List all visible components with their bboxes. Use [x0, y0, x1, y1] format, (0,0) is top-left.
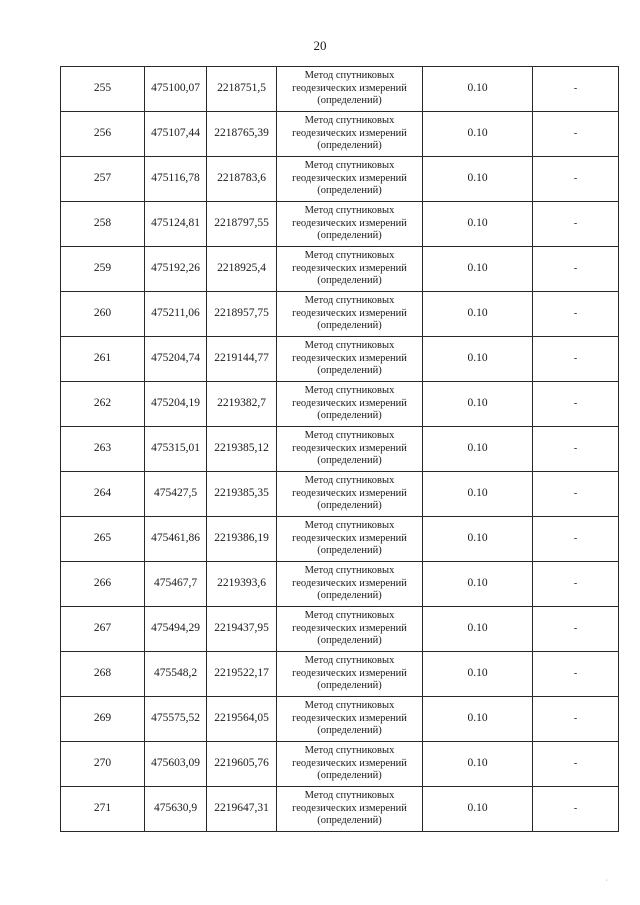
method-line: (определений) — [317, 770, 382, 782]
table-row — [61, 202, 619, 247]
y-coordinate-cell: 2218783,6 — [207, 157, 277, 202]
method-line: Метод спутниковых — [304, 475, 395, 487]
method-line: Метод спутниковых — [304, 790, 395, 802]
table-row — [61, 562, 619, 607]
method-line: (определений) — [317, 590, 382, 602]
x-coordinate-cell: 475603,09 — [145, 742, 207, 787]
point-number-cell: 263 — [61, 427, 145, 472]
point-number-cell: 259 — [61, 247, 145, 292]
method-line: Метод спутниковых — [304, 295, 395, 307]
precision-cell: 0.10 — [423, 472, 533, 517]
note-cell: - — [533, 112, 619, 157]
method-line: (определений) — [317, 815, 382, 827]
precision-cell: 0.10 — [423, 337, 533, 382]
method-line: геодезических измерений — [292, 397, 407, 409]
precision-cell: 0.10 — [423, 112, 533, 157]
method-line: (определений) — [317, 635, 382, 647]
point-number-cell: 270 — [61, 742, 145, 787]
note-cell: - — [533, 652, 619, 697]
y-coordinate-cell: 2219385,12 — [207, 427, 277, 472]
precision-cell: 0.10 — [423, 697, 533, 742]
method-line: геодезических измерений — [292, 532, 407, 544]
table-row — [61, 157, 619, 202]
precision-cell: 0.10 — [423, 157, 533, 202]
y-coordinate-cell: 2219386,19 — [207, 517, 277, 562]
corner-mark: ˙ — [605, 878, 608, 887]
precision-cell: 0.10 — [423, 247, 533, 292]
point-number-cell: 260 — [61, 292, 145, 337]
method-line: (определений) — [317, 545, 382, 557]
x-coordinate-cell: 475548,2 — [145, 652, 207, 697]
table-row — [61, 337, 619, 382]
note-cell: - — [533, 382, 619, 427]
method-line: (определений) — [317, 725, 382, 737]
method-cell — [277, 112, 423, 157]
method-line: Метод спутниковых — [304, 700, 395, 712]
method-cell — [277, 562, 423, 607]
point-number-cell: 271 — [61, 787, 145, 832]
y-coordinate-cell: 2219385,35 — [207, 472, 277, 517]
x-coordinate-cell: 475630,9 — [145, 787, 207, 832]
note-cell: - — [533, 697, 619, 742]
method-cell — [277, 67, 423, 112]
precision-cell: 0.10 — [423, 607, 533, 652]
method-cell — [277, 742, 423, 787]
note-cell: - — [533, 292, 619, 337]
y-coordinate-cell: 2218957,75 — [207, 292, 277, 337]
precision-cell: 0.10 — [423, 382, 533, 427]
method-line: геодезических измерений — [292, 712, 407, 724]
method-line: Метод спутниковых — [304, 430, 395, 442]
method-line: Метод спутниковых — [304, 160, 395, 172]
method-cell — [277, 787, 423, 832]
x-coordinate-cell: 475211,06 — [145, 292, 207, 337]
method-line: Метод спутниковых — [304, 655, 395, 667]
point-number-cell: 266 — [61, 562, 145, 607]
y-coordinate-cell: 2218765,39 — [207, 112, 277, 157]
table-row — [61, 472, 619, 517]
method-cell — [277, 697, 423, 742]
method-cell — [277, 247, 423, 292]
table-row — [61, 112, 619, 157]
method-line: геодезических измерений — [292, 82, 407, 94]
x-coordinate-cell: 475100,07 — [145, 67, 207, 112]
precision-cell: 0.10 — [423, 202, 533, 247]
method-line: (определений) — [317, 95, 382, 107]
method-line: (определений) — [317, 230, 382, 242]
page-number: 20 — [313, 38, 327, 53]
note-cell: - — [533, 67, 619, 112]
x-coordinate-cell: 475315,01 — [145, 427, 207, 472]
method-line: (определений) — [317, 320, 382, 332]
method-cell — [277, 427, 423, 472]
precision-cell: 0.10 — [423, 787, 533, 832]
note-cell: - — [533, 607, 619, 652]
method-cell — [277, 382, 423, 427]
y-coordinate-cell: 2219393,6 — [207, 562, 277, 607]
method-line: (определений) — [317, 140, 382, 152]
method-line: (определений) — [317, 455, 382, 467]
y-coordinate-cell: 2219522,17 — [207, 652, 277, 697]
y-coordinate-cell: 2219647,31 — [207, 787, 277, 832]
table-row — [61, 292, 619, 337]
table-row — [61, 67, 619, 112]
method-line: Метод спутниковых — [304, 520, 395, 532]
method-line: (определений) — [317, 185, 382, 197]
table-row — [61, 697, 619, 742]
y-coordinate-cell: 2219564,05 — [207, 697, 277, 742]
precision-cell: 0.10 — [423, 652, 533, 697]
y-coordinate-cell: 2218797,55 — [207, 202, 277, 247]
method-line: Метод спутниковых — [304, 565, 395, 577]
y-coordinate-cell: 2218751,5 — [207, 67, 277, 112]
x-coordinate-cell: 475204,19 — [145, 382, 207, 427]
y-coordinate-cell: 2219144,77 — [207, 337, 277, 382]
table-row — [61, 382, 619, 427]
note-cell: - — [533, 787, 619, 832]
method-line: Метод спутниковых — [304, 250, 395, 262]
method-line: геодезических измерений — [292, 307, 407, 319]
method-line: геодезических измерений — [292, 352, 407, 364]
method-line: (определений) — [317, 275, 382, 287]
precision-cell: 0.10 — [423, 517, 533, 562]
x-coordinate-cell: 475461,86 — [145, 517, 207, 562]
table-row — [61, 607, 619, 652]
point-number-cell: 261 — [61, 337, 145, 382]
point-number-cell: 256 — [61, 112, 145, 157]
x-coordinate-cell: 475192,26 — [145, 247, 207, 292]
note-cell: - — [533, 517, 619, 562]
table-row — [61, 787, 619, 832]
precision-cell: 0.10 — [423, 742, 533, 787]
table-row — [61, 652, 619, 697]
method-line: Метод спутниковых — [304, 745, 395, 757]
point-number-cell: 268 — [61, 652, 145, 697]
method-line: геодезических измерений — [292, 487, 407, 499]
point-number-cell: 255 — [61, 67, 145, 112]
point-number-cell: 257 — [61, 157, 145, 202]
y-coordinate-cell: 2218925,4 — [207, 247, 277, 292]
note-cell: - — [533, 157, 619, 202]
method-cell — [277, 337, 423, 382]
method-cell — [277, 202, 423, 247]
method-cell — [277, 157, 423, 202]
point-number-cell: 265 — [61, 517, 145, 562]
method-line: Метод спутниковых — [304, 70, 395, 82]
method-line: Метод спутниковых — [304, 340, 395, 352]
coordinates-table — [60, 66, 619, 832]
method-line: геодезических измерений — [292, 667, 407, 679]
method-line: Метод спутниковых — [304, 610, 395, 622]
x-coordinate-cell: 475467,7 — [145, 562, 207, 607]
coordinates-table-body — [61, 67, 619, 832]
precision-cell: 0.10 — [423, 67, 533, 112]
note-cell: - — [533, 742, 619, 787]
note-cell: - — [533, 202, 619, 247]
y-coordinate-cell: 2219437,95 — [207, 607, 277, 652]
method-line: геодезических измерений — [292, 262, 407, 274]
method-line: (определений) — [317, 365, 382, 377]
method-cell — [277, 607, 423, 652]
x-coordinate-cell: 475494,29 — [145, 607, 207, 652]
method-line: Метод спутниковых — [304, 115, 395, 127]
method-line: геодезических измерений — [292, 757, 407, 769]
method-line: геодезических измерений — [292, 577, 407, 589]
method-line: геодезических измерений — [292, 442, 407, 454]
point-number-cell: 269 — [61, 697, 145, 742]
note-cell: - — [533, 337, 619, 382]
method-line: геодезических измерений — [292, 127, 407, 139]
x-coordinate-cell: 475427,5 — [145, 472, 207, 517]
y-coordinate-cell: 2219382,7 — [207, 382, 277, 427]
note-cell: - — [533, 472, 619, 517]
method-line: геодезических измерений — [292, 802, 407, 814]
note-cell: - — [533, 427, 619, 472]
precision-cell: 0.10 — [423, 292, 533, 337]
x-coordinate-cell: 475116,78 — [145, 157, 207, 202]
method-line: геодезических измерений — [292, 217, 407, 229]
method-line: Метод спутниковых — [304, 385, 395, 397]
method-line: Метод спутниковых — [304, 205, 395, 217]
point-number-cell: 262 — [61, 382, 145, 427]
method-line: геодезических измерений — [292, 172, 407, 184]
point-number-cell: 258 — [61, 202, 145, 247]
x-coordinate-cell: 475575,52 — [145, 697, 207, 742]
table-row — [61, 517, 619, 562]
note-cell: - — [533, 562, 619, 607]
method-line: (определений) — [317, 500, 382, 512]
x-coordinate-cell: 475204,74 — [145, 337, 207, 382]
x-coordinate-cell: 475124,81 — [145, 202, 207, 247]
y-coordinate-cell: 2219605,76 — [207, 742, 277, 787]
precision-cell: 0.10 — [423, 562, 533, 607]
method-cell — [277, 652, 423, 697]
precision-cell: 0.10 — [423, 427, 533, 472]
method-line: геодезических измерений — [292, 622, 407, 634]
x-coordinate-cell: 475107,44 — [145, 112, 207, 157]
method-line: (определений) — [317, 680, 382, 692]
table-row — [61, 742, 619, 787]
method-cell — [277, 517, 423, 562]
point-number-cell: 267 — [61, 607, 145, 652]
point-number-cell: 264 — [61, 472, 145, 517]
note-cell: - — [533, 247, 619, 292]
table-row — [61, 427, 619, 472]
method-line: (определений) — [317, 410, 382, 422]
table-row — [61, 247, 619, 292]
method-cell — [277, 472, 423, 517]
method-cell — [277, 292, 423, 337]
